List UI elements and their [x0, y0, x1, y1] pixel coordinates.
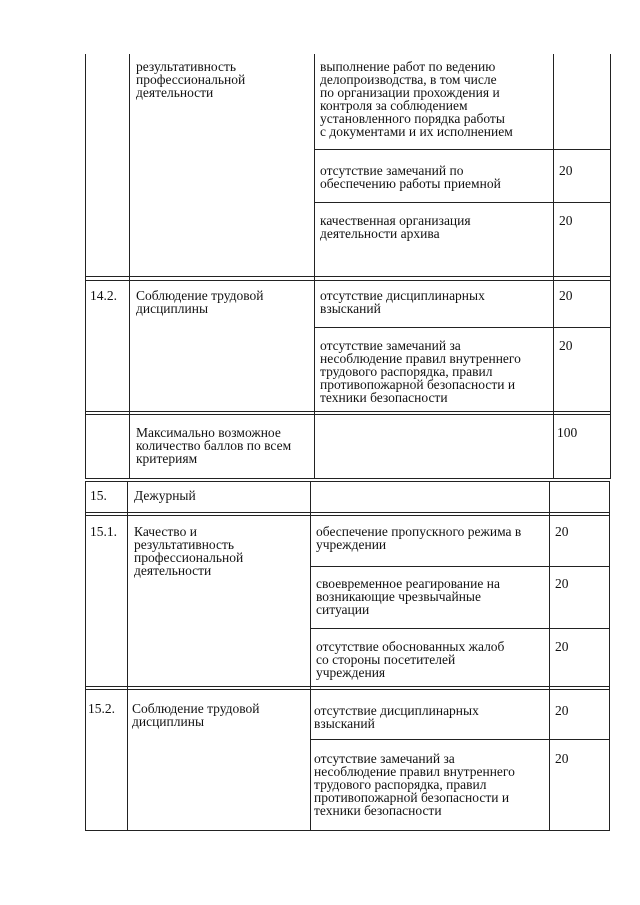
indicator-text: отсутствие замечаний по обеспечению работы приемной	[320, 163, 501, 191]
points-value: 20	[559, 163, 573, 178]
table-border	[314, 54, 315, 479]
points-value: 20	[559, 213, 573, 228]
table-border	[310, 628, 609, 629]
points-value: 20	[555, 524, 569, 539]
table-border	[553, 54, 554, 479]
indicator-text: отсутствие замечаний за несоблюдение правил внутреннего трудового распорядка, правил противопожарной безопасности и техники безопасности	[320, 338, 521, 405]
table-border	[85, 280, 610, 281]
table-border	[85, 689, 609, 690]
table-border	[127, 481, 128, 831]
indicator-text: качественная организация деятельности архива	[320, 213, 471, 241]
table-border	[314, 149, 610, 150]
table-border	[314, 327, 610, 328]
table-border	[85, 411, 610, 412]
table-border	[129, 54, 130, 479]
points-value: 100	[557, 425, 578, 440]
points-value: 20	[559, 288, 573, 303]
indicator-text: отсутствие обоснованных жалоб со стороны посетителей учреждения	[316, 639, 505, 680]
table-border	[610, 54, 611, 479]
criterion-text: Качество и результативность профессиональной деятельности	[134, 524, 244, 578]
table-border	[85, 515, 609, 516]
table-border	[85, 478, 610, 479]
points-value: 20	[555, 639, 569, 654]
table-border	[85, 276, 610, 277]
indicator-text: обеспечение пропускного режима в учреждении	[316, 524, 522, 552]
table-border	[85, 54, 86, 479]
table-border	[314, 202, 610, 203]
table-border	[310, 481, 311, 831]
indicator-text: выполнение работ по ведению делопроизводства, в том числе по организации прохождения и контроля за соблюдением установленного порядка работы с документами и их исполнением	[320, 59, 513, 139]
indicator-text: отсутствие дисциплинарных взысканий	[314, 703, 479, 731]
points-value: 20	[555, 751, 569, 766]
points-value: 20	[559, 338, 573, 353]
criterion-text: Соблюдение трудовой дисциплины	[132, 701, 260, 729]
table-border	[85, 481, 86, 831]
criterion-text: результативность профессиональной деятельности	[136, 59, 246, 100]
table-border	[85, 512, 609, 513]
table-border	[310, 739, 609, 740]
table-border	[549, 481, 550, 831]
table-border	[609, 481, 610, 831]
row-number: 14.2.	[90, 288, 117, 303]
criterion-text: Максимально возможное количество баллов по всем критериям	[136, 425, 292, 466]
indicator-text: отсутствие замечаний за несоблюдение правил внутреннего трудового распорядка, правил противопожарной безопасности и техники безопасности	[314, 751, 515, 818]
table-border	[85, 686, 609, 687]
table-border	[85, 830, 609, 831]
row-number: 15.2.	[88, 701, 115, 716]
indicator-text: отсутствие дисциплинарных взысканий	[320, 288, 485, 316]
criterion-text: Дежурный	[134, 488, 196, 503]
table-border	[310, 566, 609, 567]
row-number: 15.1.	[90, 524, 117, 539]
table-border	[85, 481, 609, 482]
indicator-text: своевременное реагирование на возникающие чрезвычайные ситуации	[316, 576, 500, 617]
row-number: 15.	[90, 488, 107, 503]
table-border	[85, 414, 610, 415]
criterion-text: Соблюдение трудовой дисциплины	[136, 288, 264, 316]
points-value: 20	[555, 703, 569, 718]
points-value: 20	[555, 576, 569, 591]
